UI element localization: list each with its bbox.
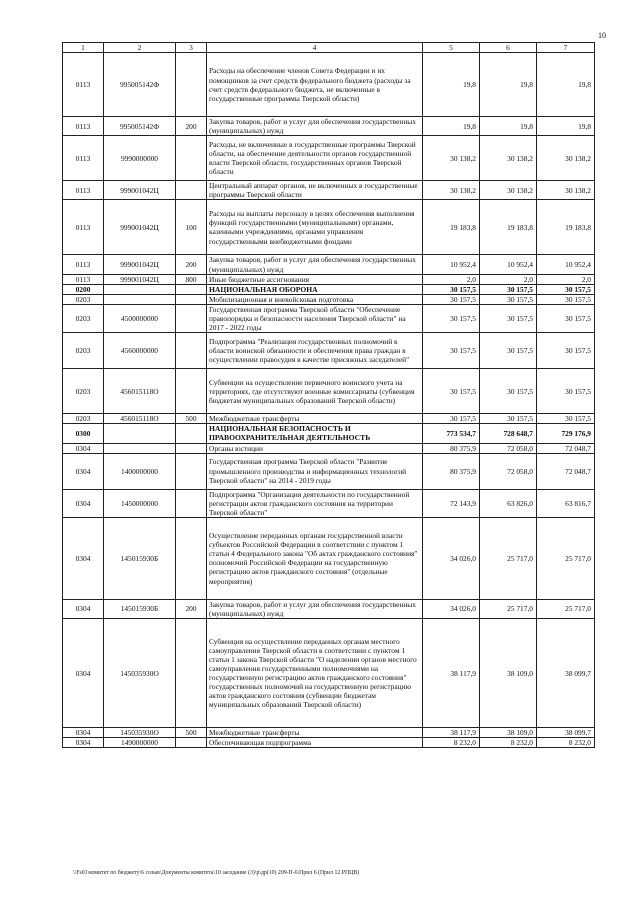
cell-description: НАЦИОНАЛЬНАЯ БЕЗОПАСНОСТЬ И ПРАВООХРАНИТЕЛЬНАЯ ДЕЯТЕЛЬНОСТЬ: [207, 424, 423, 443]
table-row: [63, 181, 595, 200]
cell-target-article: 999001042Ц: [104, 181, 176, 200]
table-body: [63, 53, 595, 748]
cell-amount-year2: 30 157,5: [480, 414, 537, 424]
cell-expense-type: 200: [176, 255, 207, 274]
cell-section-code: 0300: [63, 424, 104, 443]
cell-target-article: 1490000000: [104, 738, 176, 748]
cell-amount-year2: 30 138,2: [480, 181, 537, 200]
cell-amount-year3: 72 048,7: [537, 453, 595, 489]
cell-amount-year3: 729 176,9: [537, 424, 595, 443]
cell-amount-year1: 72 143,9: [423, 489, 480, 517]
cell-amount-year3: 19,8: [537, 117, 595, 136]
cell-section-code: 0203: [63, 304, 104, 332]
cell-target-article: 145015930Б: [104, 599, 176, 618]
cell-section-code: 0113: [63, 53, 104, 117]
cell-amount-year2: 10 952,4: [480, 255, 537, 274]
cell-target-article: [104, 294, 176, 304]
cell-amount-year2: 30 157,5: [480, 333, 537, 369]
cell-amount-year3: 30 157,5: [537, 294, 595, 304]
cell-target-article: 145015930Б: [104, 517, 176, 599]
cell-amount-year2: 30 157,5: [480, 294, 537, 304]
cell-expense-type: 100: [176, 200, 207, 255]
table-row: [63, 369, 595, 414]
cell-amount-year3: 72 048,7: [537, 443, 595, 453]
cell-amount-year1: 30 138,2: [423, 181, 480, 200]
cell-description: Осуществление переданных органам государственной власти субъектов Российской Федерации в соответствии с пунктом 1 статьи 4 Федерального закона "Об актах гражданского состояния" полномочий Российской Федерации на государственную регистрацию актов гражданского состояния" (отдельные мероприятия): [207, 517, 423, 599]
cell-amount-year3: 2,0: [537, 274, 595, 284]
cell-amount-year2: 38 109,0: [480, 728, 537, 738]
cell-amount-year3: 30 138,2: [537, 181, 595, 200]
cell-amount-year3: 30 157,5: [537, 304, 595, 332]
table-row: [63, 414, 595, 424]
cell-amount-year1: 2,0: [423, 274, 480, 284]
cell-description: Закупка товаров, работ и услуг для обеспечения государственных (муниципальных) нужд: [207, 117, 423, 136]
cell-target-article: [104, 443, 176, 453]
table-row: [63, 117, 595, 136]
cell-description: Закупка товаров, работ и услуг для обеспечения государственных (муниципальных) нужд: [207, 255, 423, 274]
cell-target-article: 999001042Ц: [104, 274, 176, 284]
cell-expense-type: [176, 304, 207, 332]
cell-section-code: 0113: [63, 136, 104, 181]
table-row: [63, 255, 595, 274]
budget-table: [62, 42, 595, 748]
cell-expense-type: [176, 443, 207, 453]
table-row: [63, 284, 595, 294]
cell-expense-type: [176, 424, 207, 443]
table-row: [63, 304, 595, 332]
cell-expense-type: [176, 181, 207, 200]
cell-amount-year2: 19,8: [480, 53, 537, 117]
cell-description: Обеспечивающая подпрограмма: [207, 738, 423, 748]
cell-amount-year1: 19,8: [423, 53, 480, 117]
cell-target-article: [104, 284, 176, 294]
cell-description: Межбюджетные трансферты: [207, 414, 423, 424]
cell-section-code: 0113: [63, 181, 104, 200]
cell-expense-type: [176, 284, 207, 294]
cell-target-article: 1400000000: [104, 453, 176, 489]
table-row: [63, 274, 595, 284]
cell-amount-year3: 63 816,7: [537, 489, 595, 517]
cell-amount-year1: 8 232,0: [423, 738, 480, 748]
cell-expense-type: 500: [176, 728, 207, 738]
table-row: [63, 453, 595, 489]
cell-amount-year2: 63 826,0: [480, 489, 537, 517]
cell-amount-year3: 19,8: [537, 53, 595, 117]
cell-amount-year3: 10 952,4: [537, 255, 595, 274]
cell-amount-year2: 8 232,0: [480, 738, 537, 748]
cell-target-article: 995005142Ф: [104, 53, 176, 117]
column-header: 4: [207, 43, 423, 53]
cell-section-code: 0304: [63, 599, 104, 618]
cell-amount-year3: 30 138,2: [537, 136, 595, 181]
cell-target-article: 145035930О: [104, 728, 176, 738]
table-row: [63, 136, 595, 181]
cell-amount-year1: 38 117,9: [423, 619, 480, 728]
cell-target-article: 1450000000: [104, 489, 176, 517]
cell-description: Закупка товаров, работ и услуг для обеспечения государственных (муниципальных) нужд: [207, 599, 423, 618]
cell-expense-type: [176, 369, 207, 414]
cell-amount-year1: 80 375,9: [423, 443, 480, 453]
cell-amount-year3: 30 157,5: [537, 284, 595, 294]
cell-section-code: 0113: [63, 117, 104, 136]
cell-amount-year1: 34 026,0: [423, 517, 480, 599]
cell-target-article: [104, 424, 176, 443]
cell-section-code: 0304: [63, 517, 104, 599]
cell-description: Расходы на выплаты персоналу в целях обеспечения выполнения функций государственными (муниципальными) органами, казенными учреждениями, органами управления государственными внебюджетными фондами: [207, 200, 423, 255]
cell-description: Иные бюджетные ассигнования: [207, 274, 423, 284]
cell-description: Подпрограмма "Реализация государственных полномочий в области воинской обязанности и обеспечения права граждан в осуществлении правосудия в качестве присяжных заседателей": [207, 333, 423, 369]
cell-expense-type: [176, 53, 207, 117]
cell-expense-type: [176, 619, 207, 728]
column-header: 3: [176, 43, 207, 53]
cell-amount-year2: 38 109,0: [480, 619, 537, 728]
cell-amount-year2: 19 183,8: [480, 200, 537, 255]
cell-amount-year1: 30 157,5: [423, 284, 480, 294]
column-header: 5: [423, 43, 480, 53]
cell-section-code: 0203: [63, 294, 104, 304]
cell-expense-type: [176, 517, 207, 599]
table-row: [63, 443, 595, 453]
column-header: 7: [537, 43, 595, 53]
cell-amount-year3: 8 232,0: [537, 738, 595, 748]
table-row: [63, 294, 595, 304]
cell-section-code: 0304: [63, 489, 104, 517]
cell-expense-type: [176, 738, 207, 748]
cell-amount-year1: 80 375,9: [423, 453, 480, 489]
cell-amount-year2: 2,0: [480, 274, 537, 284]
cell-section-code: 0200: [63, 284, 104, 294]
cell-description: Мобилизационная и вневойсковая подготовка: [207, 294, 423, 304]
page-number: 10: [598, 31, 606, 40]
cell-amount-year3: 19 183,8: [537, 200, 595, 255]
table-row: [63, 489, 595, 517]
table-row: [63, 424, 595, 443]
column-header: 6: [480, 43, 537, 53]
cell-amount-year2: 728 648,7: [480, 424, 537, 443]
cell-target-article: 145035930О: [104, 619, 176, 728]
cell-description: Центральный аппарат органов, не включенных в государственные программы Тверской области: [207, 181, 423, 200]
cell-description: Межбюджетные трансферты: [207, 728, 423, 738]
cell-section-code: 0304: [63, 453, 104, 489]
cell-amount-year1: 30 157,5: [423, 294, 480, 304]
cell-description: НАЦИОНАЛЬНАЯ ОБОРОНА: [207, 284, 423, 294]
cell-description: Органы юстиции: [207, 443, 423, 453]
cell-target-article: 999001042Ц: [104, 255, 176, 274]
cell-amount-year2: 30 138,2: [480, 136, 537, 181]
cell-amount-year3: 25 717,0: [537, 517, 595, 599]
cell-section-code: 0304: [63, 443, 104, 453]
table-row: [63, 728, 595, 738]
table-row: [63, 599, 595, 618]
cell-section-code: 0113: [63, 274, 104, 284]
cell-amount-year1: 19,8: [423, 117, 480, 136]
cell-amount-year2: 30 157,5: [480, 369, 537, 414]
cell-amount-year1: 10 952,4: [423, 255, 480, 274]
cell-amount-year1: 773 534,7: [423, 424, 480, 443]
cell-target-article: 999001042Ц: [104, 200, 176, 255]
cell-expense-type: [176, 489, 207, 517]
table-row: [63, 333, 595, 369]
cell-description: Государственная программа Тверской области "Развитие промышленного производства и информационных технологий Тверской области" на 2014 - 2019 годы: [207, 453, 423, 489]
cell-expense-type: [176, 333, 207, 369]
cell-description: Расходы, не включенные в государственные программы Тверской области, на обеспечение деятельности органов государственной власти Тверской области, государственных органов Тверской области: [207, 136, 423, 181]
table-row: [63, 517, 595, 599]
cell-amount-year1: 30 157,5: [423, 369, 480, 414]
table-header-row: [63, 43, 595, 53]
cell-amount-year1: 19 183,8: [423, 200, 480, 255]
cell-expense-type: 800: [176, 274, 207, 284]
cell-section-code: 0203: [63, 414, 104, 424]
cell-target-article: 995005142Ф: [104, 117, 176, 136]
cell-section-code: 0304: [63, 619, 104, 728]
cell-section-code: 0113: [63, 200, 104, 255]
column-header: 2: [104, 43, 176, 53]
cell-expense-type: 500: [176, 414, 207, 424]
cell-target-article: 456015118О: [104, 414, 176, 424]
table-row: [63, 619, 595, 728]
cell-section-code: 0203: [63, 333, 104, 369]
cell-amount-year2: 30 157,5: [480, 304, 537, 332]
cell-expense-type: 200: [176, 599, 207, 618]
cell-expense-type: [176, 453, 207, 489]
column-header: 1: [63, 43, 104, 53]
cell-amount-year2: 72 058,0: [480, 453, 537, 489]
cell-description: Подпрограмма "Организация деятельности по государственной регистрации актов гражданского состояния на территории Тверской области": [207, 489, 423, 517]
table-row: [63, 738, 595, 748]
cell-target-article: 456015118О: [104, 369, 176, 414]
cell-amount-year1: 38 117,9: [423, 728, 480, 738]
cell-amount-year1: 30 138,2: [423, 136, 480, 181]
cell-amount-year1: 30 157,5: [423, 333, 480, 369]
cell-expense-type: [176, 136, 207, 181]
cell-section-code: 0304: [63, 738, 104, 748]
cell-amount-year2: 19,8: [480, 117, 537, 136]
cell-description: Расходы на обеспечение членов Совета Федерации и их помощников за счет средств федерального бюджета (расходы за счет средств федерального бюджета, не включенные в государственные программы Тверской области): [207, 53, 423, 117]
cell-amount-year3: 30 157,5: [537, 333, 595, 369]
cell-amount-year2: 30 157,5: [480, 284, 537, 294]
cell-amount-year3: 30 157,5: [537, 369, 595, 414]
cell-expense-type: 200: [176, 117, 207, 136]
cell-description: Субвенция на осуществление переданных органам местного самоуправления Тверской области в соответствии с пунктом 1 статьи 1 закона Тверской области "О наделении органов местного самоуправления государственными полномочиями на государственную регистрацию актов гражданского состояния" государственных полномочий на государственную регистрацию актов гражданского состояния (субвенции бюджетам муниципальных образований Тверской области): [207, 619, 423, 728]
cell-amount-year2: 25 717,0: [480, 599, 537, 618]
table-row: [63, 53, 595, 117]
cell-description: Субвенции на осуществление первичного воинского учета на территориях, где отсутствуют военные комиссариаты (субвенция бюджетам муниципальных образований Тверской области): [207, 369, 423, 414]
cell-target-article: 9990000000: [104, 136, 176, 181]
cell-expense-type: [176, 294, 207, 304]
cell-amount-year3: 38 099,7: [537, 619, 595, 728]
table-row: [63, 200, 595, 255]
cell-amount-year3: 38 099,7: [537, 728, 595, 738]
file-path-footer: \\Fs01\комитет по бюджету\6 созыв\Документы комитета\10 заседание (3)\р\др(10) 209-П-6\Прил 6 (Прил 12 РПЦВ): [73, 870, 360, 876]
cell-description: Государственная программа Тверской области "Обеспечение правопорядка и безопасности населения Тверской области" на 2017 - 2022 годы: [207, 304, 423, 332]
cell-amount-year1: 30 157,5: [423, 414, 480, 424]
cell-amount-year1: 34 026,0: [423, 599, 480, 618]
cell-amount-year1: 30 157,5: [423, 304, 480, 332]
cell-section-code: 0203: [63, 369, 104, 414]
cell-amount-year2: 25 717,0: [480, 517, 537, 599]
cell-section-code: 0304: [63, 728, 104, 738]
cell-target-article: 4500000000: [104, 304, 176, 332]
cell-target-article: 4560000000: [104, 333, 176, 369]
cell-section-code: 0113: [63, 255, 104, 274]
cell-amount-year2: 72 058,0: [480, 443, 537, 453]
cell-amount-year3: 30 157,5: [537, 414, 595, 424]
cell-amount-year3: 25 717,0: [537, 599, 595, 618]
